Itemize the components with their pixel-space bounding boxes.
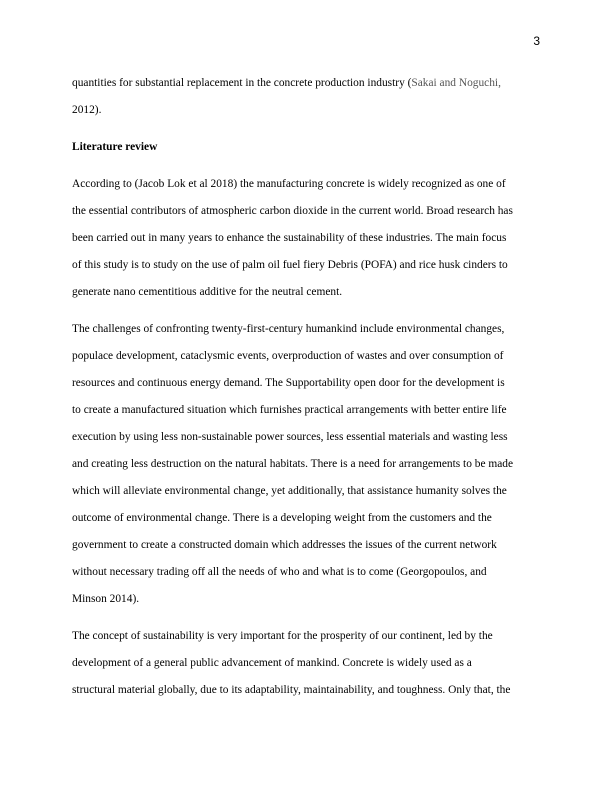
- paragraph-1-line: generate nano cementitious additive for the neutral cement.: [72, 286, 343, 298]
- paragraph-1-line: the essential contributors of atmospheric carbon dioxide in the current world. Broad research has: [72, 205, 513, 217]
- intro-line-1-text: quantities for substantial replacement in the concrete production industry (: [72, 77, 412, 89]
- paragraph-2-line: which will alleviate environmental change, yet additionally, that assistance humanity solves the: [72, 485, 507, 497]
- paragraph-2-line: The challenges of confronting twenty-first-century humankind include environmental changes,: [72, 323, 505, 335]
- paragraph-2-line: execution by using less non-sustainable power sources, less essential materials and wasting less: [72, 431, 508, 443]
- paragraph-3: [72, 623, 542, 704]
- paragraph-1-line: of this study is to study on the use of palm oil fuel fiery Debris (POFA) and rice husk cinders to: [72, 259, 508, 271]
- paragraph-2-line: government to create a constructed domain which addresses the issues of the current network: [72, 539, 497, 551]
- paragraph-2-line: to create a manufactured situation which furnishes practical arrangements with better entire life: [72, 404, 507, 416]
- paragraph-2: [72, 316, 542, 613]
- intro-line-2: 2012).: [72, 104, 102, 116]
- document-body: [72, 70, 542, 714]
- paragraph-2-line: Minson 2014).: [72, 593, 140, 605]
- paragraph-2-line: and creating less destruction on the natural habitats. There is a need for arrangements to be made: [72, 458, 514, 470]
- paragraph-3-line: structural material globally, due to its adaptability, maintainability, and toughness. Only that, the: [72, 684, 511, 696]
- intro-paragraph: [72, 70, 542, 124]
- paragraph-3-line: development of a general public advancement of mankind. Concrete is widely used as a: [72, 657, 472, 669]
- paragraph-2-line: outcome of environmental change. There is a developing weight from the customers and the: [72, 512, 492, 524]
- paragraph-1-line: According to (Jacob Lok et al 2018) the manufacturing concrete is widely recognized as one of: [72, 178, 506, 190]
- paragraph-2-line: without necessary trading off all the needs of who and what is to come (Georgopoulos, and: [72, 566, 487, 578]
- section-heading: Literature review: [72, 141, 158, 153]
- paragraph-1: [72, 171, 542, 306]
- paragraph-2-line: populace development, cataclysmic events, overproduction of wastes and over consumption of: [72, 350, 504, 362]
- intro-line-1: [72, 70, 542, 97]
- paragraph-2-line: resources and continuous energy demand. The Supportability open door for the development is: [72, 377, 505, 389]
- page-number: 3: [533, 34, 540, 48]
- intro-citation: Sakai and Noguchi,: [411, 77, 501, 89]
- paragraph-1-line: been carried out in many years to enhance the sustainability of these industries. The main focus: [72, 232, 507, 244]
- paragraph-3-line: The concept of sustainability is very important for the prosperity of our continent, led by the: [72, 630, 493, 642]
